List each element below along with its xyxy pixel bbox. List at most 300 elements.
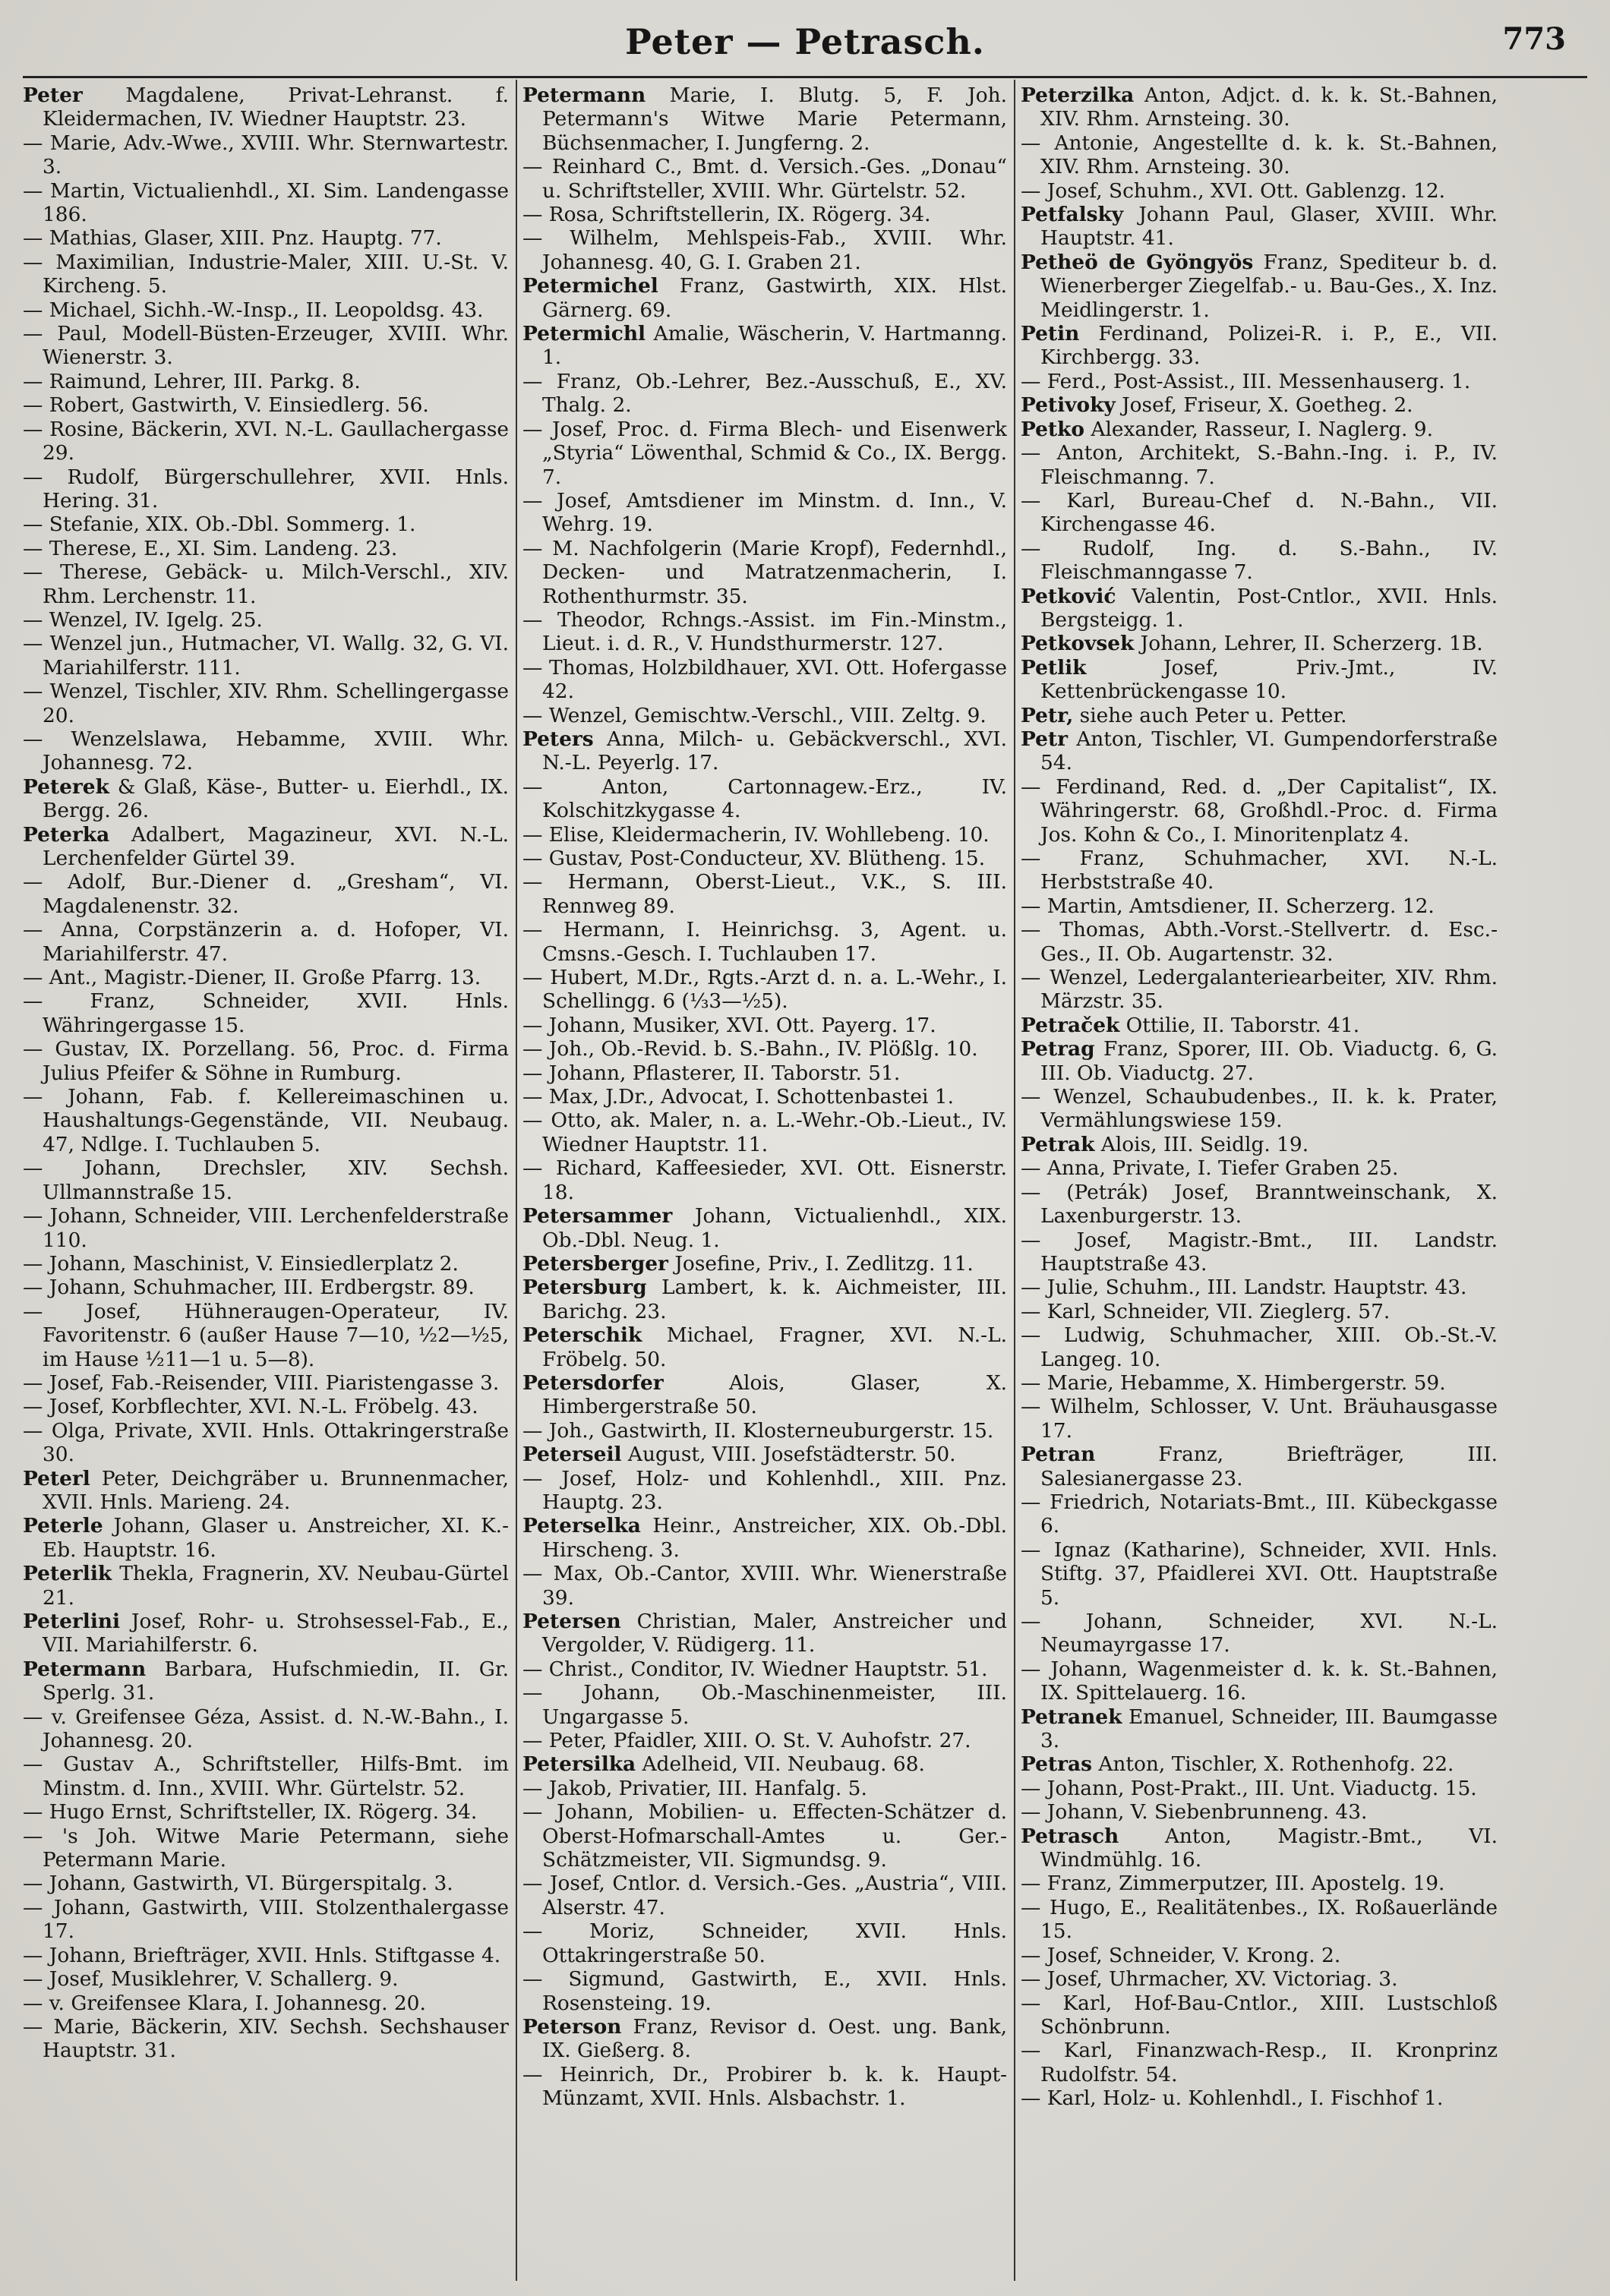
directory-entry [522,918,1007,966]
entry-text: — Otto, ak. Maler, n. a. L.-Wehr.-Ob.-Lieut., IV. Wiedner Hauptstr. 11. [522,1109,1007,1156]
entry-text: — Rudolf, Ing. d. S.-Bahn., IV. Fleischmanngasse 7. [1021,536,1498,585]
entry-headword: Petermichel [522,274,658,298]
entry-text: — Max, Ob.-Cantor, XVIII. Whr. Wienerstraße 39. [522,1562,1007,1610]
entry-text: — Johann, Fab. f. Kellereimaschinen u. Haushaltungs-Gegenstände, VII. Neubaug. 47, Ndlge. I. Tuchlauben 5. [23,1085,509,1156]
directory-entry [23,370,509,393]
entry-text: Anton, Tischler, VI. Gumpendorferstraße 54. [1040,727,1498,775]
entry-text: — Gustav, Post-Conducteur, XV. Blüthеng. 15. [522,847,986,870]
entry-headword: Peterka [23,822,110,847]
directory-entry [1021,966,1498,1014]
entry-text: — Marie, Adv.-Wwe., XVIII. Whr. Sternwartestr. 3. [23,131,509,179]
directory-entry [1021,1133,1498,1156]
entry-text: — (Petrák) Josef, Branntweinschank, X. Laxenburgerstr. 13. [1021,1180,1498,1228]
entry-text: — Friedrich, Notariats-Bmt., III. Kübeckgasse 6. [1021,1490,1498,1538]
entry-text: — Marie, Hebamme, X. Himbergerstr. 59. [1021,1370,1446,1395]
entry-text: — Josef, Korbflechter, XVI. N.-L. Fröbelg. 43. [23,1395,478,1419]
directory-entry [1021,1156,1498,1180]
directory-entry [23,131,509,179]
column-middle [522,84,1007,2288]
entry-text: — Josef, Holz- und Kohlenhdl., XIII. Pnz. Hauptg. 23. [522,1466,1007,1514]
directory-entry [23,1944,509,1967]
entry-text: Valentin, Post-Cntlor., XVII. Hnls. Bergsteigg. 1. [1040,584,1498,632]
directory-entry [1021,704,1498,727]
entry-text: — Ferdinand, Red. d. „Der Capitalist“, IX. Währingerstr. 68, Großhdl.-Proc. d. Firma Jos. Kohn & Co., I. Minoritenplatz 4. [1021,774,1498,847]
directory-entry [522,1371,1007,1419]
entry-text: — Ferd., Post-Assist., III. Messenhauserg. 1. [1021,369,1471,393]
entry-text: Franz, Spediteur b. d. Wienerberger Ziegelfab.- u. Bau-Ges., X. Inz. Meidlingerstr. 1. [1040,250,1498,322]
entry-text: — Karl, Hof-Bau-Cntlor., XIII. Lustschloß Schönbrunn. [1021,1991,1498,2039]
directory-entry [522,1467,1007,1515]
directory-entry [522,1681,1007,1729]
directory-entry [1021,203,1498,251]
directory-entry [1021,1705,1498,1753]
entry-text: — Josef, Schneider, V. Krong. 2. [1021,1943,1341,1967]
entry-text: — Johann, Maschinist, V. Einsiedlerplatz 2. [23,1251,459,1276]
directory-entry [1021,1777,1498,1800]
entry-text: — Raimund, Lehrer, III. Parkg. 8. [23,369,361,393]
entry-headword: Peters [522,727,594,751]
entry-headword: Petin [1021,322,1080,346]
directory-entry [522,1967,1007,2015]
directory-entry [522,1061,1007,1085]
directory-entry [522,704,1007,727]
entry-text: — Gustav A., Schriftsteller, Hilfs-Bmt. im Minstm. d. Inn., XVIII. Whr. Gürtelstr. 52. [23,1752,509,1800]
entry-text: — Martin, Amtsdiener, II. Scherzerg. 12. [1021,894,1435,918]
directory-entry [23,918,509,966]
entry-text: — Josef, Amtsdiener im Minstm. d. Inn., V. Wehrg. 19. [522,488,1007,537]
entry-headword: Petr [1021,727,1069,751]
entry-text: — Johann, Mobilien- u. Effecten-Schätzer d. Oberst-Hofmarschall-Amtes u. Ger.-Schätzmeister, VII. Sigmundsg. 9. [522,1800,1007,1872]
directory-entry [23,179,509,227]
entry-text: Adalbert, Magazineur, XVI. N.-L. Lerchenfelder Gürtel 39. [43,822,509,870]
directory-entry [23,870,509,918]
entry-text: Ferdinand, Polizei-R. i. P., E., VII. Kirchbergg. 33. [1040,322,1498,370]
directory-entry [522,1085,1007,1109]
entry-text: Peter, Deichgräber u. Brunnenmacher, XVII. Hnls. Marieng. 24. [43,1466,509,1514]
directory-entry [1021,2039,1498,2086]
column-divider [516,80,517,2281]
entry-text: — Wilhelm, Schlosser, V. Unt. Bräuhausgasse 17. [1021,1395,1498,1443]
entry-text: — Karl, Schneider, VII. Zieglerg. 57. [1021,1299,1391,1323]
directory-entry [23,418,509,465]
entry-text: Magdalene, Privat-Lehranst. f. Kleidermachen, IV. Wiedner Hauptstr. 23. [43,84,509,131]
directory-entry [1021,1610,1498,1657]
page-number: 773 [1502,21,1566,57]
directory-entry [522,1037,1007,1061]
directory-entry [23,1085,509,1156]
entry-text: — Reinhard C., Bmt. d. Versich.-Ges. „Donau“ u. Schriftsteller, XVIII. Whr. Gürtelstr. 52. [522,155,1007,203]
entry-text: — Richard, Kaffeesieder, XVI. Ott. Eisnerstr. 18. [522,1156,1007,1204]
entry-headword: Peterson [522,2014,622,2039]
entry-text: — Heinrich, Dr., Probirer b. k. k. Haupt-Münzamt, XVII. Hnls. Alsbachstr. 1. [522,2062,1007,2111]
directory-entry [23,1204,509,1252]
directory-entry [1021,1443,1498,1490]
directory-entry [522,1323,1007,1371]
entry-text: — Johann, Drechsler, XIV. Sechsh. Ullmannstraße 15. [23,1156,509,1204]
directory-entry [1021,727,1498,775]
entry-text: — Therese, Gebäck- u. Milch-Verschl., XIV. Rhm. Lerchenstr. 11. [23,560,509,608]
directory-entry [1021,489,1498,537]
directory-entry [23,1037,509,1085]
entry-headword: Petras [1021,1752,1092,1777]
entry-text: Heinr., Anstreicher, XIX. Ob.-Dbl. Hirscheng. 3. [542,1514,1007,1562]
directory-entry [1021,1276,1498,1299]
directory-entry [1021,393,1498,417]
directory-entry [1021,894,1498,918]
entry-text: — Hermann, I. Heinrichsg. 3, Agent. u. Cmsns.-Gesch. I. Tuchlauben 17. [522,918,1007,966]
entry-headword: Petković [1021,584,1116,608]
entry-text: Alexander, Rasseur, I. Naglerg. 9. [1084,417,1433,441]
entry-text: — Hermann, Oberst-Lieut., V.K., S. III. Rennweg 89. [522,870,1007,918]
directory-entry [23,1610,509,1657]
directory-entry [522,1657,1007,1681]
entry-text: — Anna, Corpstänzerin a. d. Hofoper, VI. Mariahilferstr. 47. [23,918,509,966]
entry-text: — Peter, Pfaidler, XIII. O. St. V. Auhofstr. 27. [522,1729,971,1753]
entry-headword: Peterle [23,1514,103,1538]
entry-text: Lambert, k. k. Aichmeister, III. Barichg. 23. [542,1276,1007,1323]
entry-text: Michael, Fragner, XVI. N.-L. Fröbelg. 50. [542,1323,1007,1371]
entry-headword: Petersburg [522,1276,647,1300]
entry-text: — Elise, Kleidermacherin, IV. Wohllebeng. 10. [522,822,990,847]
directory-entry [23,775,509,823]
entry-text: — Johann, Schuhmacher, III. Erdbergstr. 89. [23,1276,475,1300]
entry-headword: Petheö de Gyöngyös [1021,250,1254,274]
entry-text: Marie, I. Blutg. 5, F. Joh. Petermann's Witwe Marie Petermann, Büchsenmacher, I. Jungferng. 2. [542,84,1007,155]
entry-headword: Petr, [1021,703,1074,727]
directory-entry [522,1800,1007,1872]
directory-entry [1021,847,1498,894]
directory-entry [1021,1538,1498,1610]
directory-entry [1021,1944,1498,1967]
entry-text: — v. Greifensee Klara, I. Johannesg. 20. [23,1991,426,2015]
entry-text: — Gustav, IX. Porzellang. 56, Proc. d. Firma Julius Pfeifer & Söhne in Rumburg. [23,1037,509,1085]
directory-entry [23,989,509,1037]
directory-entry [1021,585,1498,632]
directory-entry [23,393,509,417]
directory-entry [522,1204,1007,1252]
directory-entry [1021,1085,1498,1133]
directory-entry [522,1514,1007,1562]
directory-entry [522,775,1007,823]
entry-text: — Rosine, Bäckerin, XVI. N.-L. Gaullachergasse 29. [23,417,509,465]
directory-entry [1021,1657,1498,1705]
directory-entry [23,1872,509,1895]
entry-text: — Christ., Conditor, IV. Wiedner Hauptstr. 51. [522,1657,988,1681]
entry-text: — Martin, Victualienhdl., XI. Sim. Landengasse 186. [23,178,509,227]
entry-text: Ottilie, II. Taborstr. 41. [1119,1013,1360,1037]
directory-entry [522,966,1007,1014]
entry-text: — Ignaz (Katharine), Schneider, XVII. Hnls. Stiftg. 37, Pfaidlerei XVI. Ott. Hauptstraße 5. [1021,1538,1498,1610]
directory-entry [522,274,1007,322]
entry-text: — Olga, Private, XVII. Hnls. Ottakringerstraße 30. [23,1418,509,1467]
entry-text: Anton, Magistr.-Bmt., VI. Windmühlg. 16. [1040,1824,1498,1872]
entry-text: — Anton, Cartonnagew.-Erz., IV. Kolschitzkygasse 4. [522,774,1007,823]
directory-entry [23,1276,509,1299]
directory-entry [522,1777,1007,1800]
directory-entry [23,1824,509,1872]
entry-text: Amalie, Wäscherin, V. Hartmanng. 1. [542,322,1007,370]
entry-text: — Thomas, Abth.-Vorst.-Stellvertr. d. Esc.-Ges., II. Ob. Augartenstr. 32. [1021,918,1498,966]
directory-entry [1021,537,1498,585]
directory-entry [522,2063,1007,2111]
entry-text: — Karl, Finanzwach-Resp., II. Kronprinz Rudolfstr. 54. [1021,2039,1498,2086]
directory-entry [522,203,1007,226]
directory-entry [522,1252,1007,1276]
entry-text: Anton, Adjct. d. k. k. St.-Bahnen, XIV. Rhm. Arnsteing. 30. [1040,84,1498,131]
column-divider [1014,80,1015,2281]
entry-headword: Petkovsek [1021,632,1135,656]
entry-text: Josefine, Priv., I. Zedlitzg. 11. [668,1251,974,1276]
entry-text: — Josef, Hühneraugen-Operateur, IV. Favoritenstr. 6 (außer Hause 7—10, ½2—½5, im Hause ½11—1 u. 5—8). [23,1299,509,1371]
entry-text: — Rudolf, Bürgerschullehrer, XVII. Hnls. Hering. 31. [23,465,509,512]
entry-headword: Peterschik [522,1323,642,1348]
entry-text: — Josef, Schuhm., XVI. Ott. Gablenzg. 12. [1021,178,1446,203]
directory-entry [23,1705,509,1753]
directory-entry [522,537,1007,608]
entry-text: — Anna, Private, I. Tiefer Graben 25. [1021,1156,1399,1181]
directory-entry [23,465,509,513]
directory-entry [522,84,1007,155]
entry-text: — Ant., Magistr.-Diener, II. Große Pfarrg. 13. [23,966,481,990]
entry-text: — Wilhelm, Mehlspeis-Fab., XVIII. Whr. Johannesg. 40, G. I. Graben 21. [522,226,1007,274]
directory-entry [522,656,1007,704]
entry-headword: Peterseil [522,1443,622,1467]
entry-text: — Moriz, Schneider, XVII. Hnls. Ottakringerstraße 50. [522,1919,1007,1967]
entry-text: — Therese, E., XI. Sim. Landeng. 23. [23,536,398,560]
entry-headword: Petranek [1021,1705,1122,1729]
directory-entry [1021,179,1498,203]
entry-text: — Josef, Uhrmacher, XV. Victoriag. 3. [1021,1967,1398,1992]
directory-entry [522,1419,1007,1443]
directory-entry [23,680,509,727]
directory-entry [522,1276,1007,1323]
entry-headword: Petko [1021,417,1085,441]
entry-text: — Wenzelslawa, Hebamme, XVIII. Whr. Johannesg. 72. [23,727,509,775]
entry-text: — Franz, Zimmerputzer, III. Apostelg. 19. [1021,1872,1445,1896]
directory-entry [23,1800,509,1824]
directory-entry [23,84,509,131]
directory-entry [1021,656,1498,704]
directory-entry [522,1443,1007,1466]
directory-entry [23,727,509,775]
entry-text: — Karl, Bureau-Chef d. N.-Bahn., VII. Kirchengasse 46. [1021,488,1498,537]
entry-text: Anton, Tischler, X. Rothenhofg. 22. [1091,1752,1454,1777]
entry-headword: Petermann [522,84,646,107]
directory-entry [522,1729,1007,1752]
entry-text: Josef, Rohr- u. Strohsessel-Fab., E., VII. Mariahilferstr. 6. [43,1610,509,1657]
directory-entry [1021,84,1498,131]
directory-entry [1021,775,1498,847]
directory-entry [23,512,509,536]
entry-text: — Josef, Fab.-Reisender, VIII. Piaristengasse 3. [23,1370,500,1395]
entry-text: — Johann, Pflasterer, II. Taborstr. 51. [522,1061,901,1085]
entry-text: — Joh., Gastwirth, II. Klosterneuburgerstr. 15. [522,1418,994,1443]
entry-text: Barbara, Hufschmiedin, II. Gr. Sperlg. 31. [43,1657,509,1705]
entry-headword: Peterlik [23,1562,112,1586]
directory-entry [1021,418,1498,441]
entry-text: Emanuel, Schneider, III. Baumgasse 3. [1040,1705,1498,1753]
entry-headword: Petrak [1021,1132,1095,1156]
entry-text: — Johann, Wagenmeister d. k. k. St.-Bahnen, IX. Spittelauerg. 16. [1021,1657,1498,1705]
entry-text: — v. Greifensee Géza, Assist. d. N.-W.-Bahn., I. Johannesg. 20. [23,1705,509,1753]
entry-headword: Peterl [23,1466,90,1490]
entry-text: — Anton, Architekt, S.-Bahn.-Ing. i. P., IV. Fleischmanng. 7. [1021,441,1498,489]
directory-entry [23,1252,509,1276]
entry-text: — Stefanie, XIX. Ob.-Dbl. Sommerg. 1. [23,512,416,537]
entry-text: Johann, Victualienhdl., XIX. Ob.-Dbl. Neug. 1. [542,1204,1007,1252]
directory-entry [522,370,1007,418]
directory-entry [23,823,509,871]
directory-entry [1021,918,1498,966]
directory-entry [23,2015,509,2063]
entry-text: — 's Joh. Witwe Marie Petermann, siehe Petermann Marie. [23,1824,509,1872]
entry-text: Anna, Milch- u. Gebäckverschl., XVI. N.-L. Peyerlg. 17. [542,727,1007,775]
directory-entry [522,1610,1007,1657]
entry-text: — M. Nachfolgerin (Marie Kropf), Federnhdl., Decken- und Matratzenmacherin, I. Rothenthurmstr. 35. [522,536,1007,608]
directory-entry [23,1657,509,1705]
entry-headword: Petran [1021,1443,1096,1467]
directory-entry [23,1514,509,1562]
entry-text: — Rosa, Schriftstellerin, IX. Rögerg. 34. [522,203,931,227]
entry-text: — Joh., Ob.-Revid. b. S.-Bahn., IV. Plößlg. 10. [522,1037,978,1061]
entry-text: — Maximilian, Industrie-Maler, XIII. U.-St. V. Kircheng. 5. [23,250,509,298]
entry-text: Christian, Maler, Anstreicher und Vergolder, V. Rüdigerg. 11. [542,1610,1007,1657]
entry-headword: Petrag [1021,1037,1095,1061]
entry-headword: Petfalsky [1021,203,1124,227]
entry-text: — Josef, Musiklehrer, V. Schallerg. 9. [23,1967,399,1992]
directory-entry [23,1562,509,1610]
entry-text: Josef, Priv.-Jmt., IV. Kettenbrückengasse 10. [1040,655,1498,704]
entry-headword: Peterzilka [1021,84,1135,107]
entry-text: — Michael, Sichh.-W.-Insp., II. Leopoldsg. 43. [23,298,484,322]
header-rule [23,76,1587,78]
directory-entry [1021,1752,1498,1776]
directory-entry [1021,1037,1498,1085]
directory-entry [1021,2086,1498,2110]
entry-text: — Johann, Briefträger, XVII. Hnls. Stiftgasse 4. [23,1943,501,1967]
entry-text: Franz, Gastwirth, XIX. Hlst. Gärnerg. 69. [542,274,1007,322]
entry-text: — Franz, Schneider, XVII. Hnls. Währingergasse 15. [23,989,509,1037]
directory-entry [522,1562,1007,1610]
entry-headword: Petermann [23,1657,147,1681]
entry-text: — Wenzel, Gemischtw.-Verschl., VIII. Zeltg. 9. [522,703,987,727]
directory-entry [23,1300,509,1371]
directory-entry [1021,1896,1498,1944]
directory-entry [1021,1371,1498,1395]
directory-entry [23,1992,509,2015]
directory-entry [1021,441,1498,489]
directory-entry [522,727,1007,775]
entry-text: Franz, Revisor d. Oest. ung. Bank, IX. Gießerg. 8. [542,2014,1007,2063]
directory-entry [1021,632,1498,655]
entry-text: — Wenzel, Tischler, XIV. Rhm. Schellingergasse 20. [23,680,509,727]
entry-text: — Paul, Modell-Büsten-Erzeuger, XVIII. Whr. Wienerstr. 3. [23,322,509,370]
entry-text: — Franz, Schuhmacher, XVI. N.-L. Herbststraße 40. [1021,847,1498,894]
directory-entry [1021,1800,1498,1824]
directory-entry [23,1467,509,1515]
entry-text: Franz, Sporer, III. Ob. Viaductg. 6, G. III. Ob. Viaductg. 27. [1040,1037,1498,1085]
directory-entry [23,632,509,680]
directory-entry [522,418,1007,489]
directory-entry [522,847,1007,870]
directory-entry [522,823,1007,847]
entry-text: — Jakob, Privatier, III. Hanfalg. 5. [522,1776,867,1800]
entry-headword: Peter [23,84,83,107]
directory-entry [1021,1490,1498,1538]
entry-text: — Johann, Gastwirth, VI. Bürgerspitalg. 3. [23,1872,453,1896]
directory-entry [1021,370,1498,393]
page-title: Peter — Petrasch. [625,21,985,62]
entry-text: — Wenzel jun., Hutmacher, VI. Wallg. 32, G. VI. Mariahilferstr. 111. [23,632,509,680]
directory-entry [1021,1967,1498,1991]
entry-headword: Petersberger [522,1251,668,1276]
directory-entry [23,560,509,608]
entry-text: Adelheid, VII. Neubaug. 68. [636,1752,925,1777]
entry-text: — Johann, V. Siebenbrunneng. 43. [1021,1800,1368,1824]
directory-entry [522,1752,1007,1776]
directory-entry [23,1967,509,1991]
directory-entry [1021,251,1498,322]
directory-entry [23,1395,509,1418]
entry-text: — Johann, Ob.-Maschinenmeister, III. Ungargasse 5. [522,1681,1007,1729]
entry-text: — Robert, Gastwirth, V. Einsiedlerg. 56. [23,393,429,418]
entry-text: — Julie, Schuhm., III. Landstr. Hauptstr. 43. [1021,1276,1467,1300]
entry-text: — Josef, Cntlor. d. Versich.-Ges. „Austria“, VIII. Alserstr. 47. [522,1872,1007,1919]
directory-entry [522,1109,1007,1156]
directory-entry [522,1872,1007,1919]
directory-entry [522,1156,1007,1204]
entry-text: Alois, Glaser, X. Himbergerstraße 50. [542,1370,1007,1419]
entry-text: — Sigmund, Gastwirth, E., XVII. Hnls. Rosensteing. 19. [522,1967,1007,2015]
directory-entry [522,226,1007,274]
directory-entry [23,1156,509,1204]
entry-text: — Theodor, Rchngs.-Assist. im Fin.-Minstm., Lieut. i. d. R., V. Hundsthurmerstr. 127. [522,607,1007,656]
directory-entry [1021,1181,1498,1228]
directory-entry [23,226,509,250]
entry-text: siehe auch Peter u. Petter. [1073,703,1347,727]
directory-entry [1021,1395,1498,1443]
directory-entry [522,1919,1007,1967]
entry-headword: Petraček [1021,1013,1120,1037]
entry-text: Johann Paul, Glaser, XVIII. Whr. Hauptstr. 41. [1040,203,1498,251]
entry-text: Josef, Friseur, X. Goetheg. 2. [1115,393,1413,418]
entry-text: — Johann, Musiker, XVI. Ott. Payerg. 17. [522,1013,936,1037]
entry-text: — Hugo, E., Realitätenbes., IX. Roßauerlände 15. [1021,1895,1498,1944]
entry-text: Thekla, Fragnerin, XV. Neubau-Gürtel 21. [43,1562,509,1610]
directory-entry [1021,1323,1498,1371]
entry-headword: Peterselka [522,1514,641,1538]
entry-text: — Ludwig, Schuhmacher, XIII. Ob.-St.-V. Langeg. 10. [1021,1323,1498,1371]
entry-text: — Max, J.Dr., Advocat, I. Schottenbastei 1. [522,1085,954,1109]
column-right [1021,84,1498,2288]
entry-text: & Glaß, Käse-, Butter- u. Eierhdl., IX. Bergg. 26. [43,774,509,823]
entry-text: — Mathias, Glaser, XIII. Pnz. Hauptg. 77. [23,226,442,251]
directory-entry [1021,1228,1498,1276]
entry-text: — Wenzel, IV. Igelg. 25. [23,607,263,632]
directory-entry [1021,1014,1498,1037]
directory-entry [23,1371,509,1395]
directory-entry [1021,1872,1498,1895]
column-left [23,84,509,2288]
directory-entry [1021,322,1498,370]
directory-entry [23,1752,509,1800]
entry-text: — Marie, Bäckerin, XIV. Sechsh. Sechshauser Hauptstr. 31. [23,2014,509,2063]
entry-headword: Peterlini [23,1610,121,1633]
entry-text: — Hugo Ernst, Schriftsteller, IX. Rögerg. 34. [23,1800,478,1824]
directory-entry [522,1014,1007,1037]
page-header [0,17,1610,70]
entry-headword: Petrasch [1021,1824,1119,1848]
